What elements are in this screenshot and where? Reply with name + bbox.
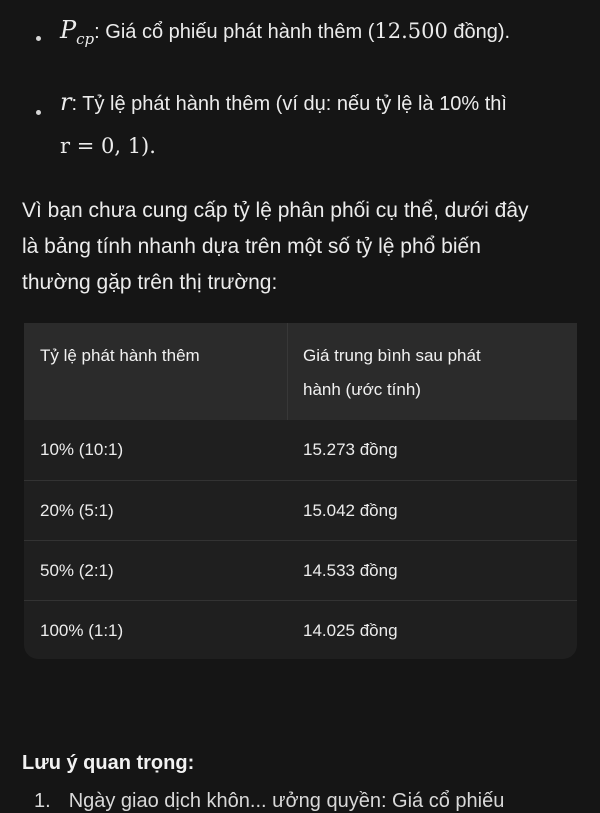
bullet-description-end: đồng). [447, 21, 511, 43]
table-row [24, 540, 577, 601]
table-header-row [24, 323, 577, 420]
bullet-description: : Tỷ lệ phát hành thêm (ví dụ: nếu tỷ lệ là 10% thì [71, 93, 507, 115]
paragraph-line: thường gặp trên thị trường: [22, 271, 278, 294]
column-divider [287, 323, 288, 420]
paragraph-line: là bảng tính nhanh dựa trên một số tỷ lệ phổ biến [22, 235, 481, 258]
math-example: r = 0, 1). [60, 134, 156, 158]
table-header-rate: Tỷ lệ phát hành thêm [40, 346, 200, 365]
math-variable-r: r [60, 88, 72, 116]
cell-price: 14.533 đồng [303, 561, 398, 580]
cut-off-text: Ngày giao dịch khôn... ưởng quyền: Giá cổ phiếu [68, 790, 505, 812]
cut-off-list-item [34, 790, 504, 813]
cell-price: 14.025 đồng [303, 621, 398, 640]
note-heading: Lưu ý quan trọng: [22, 752, 195, 774]
cell-rate: 100% (1:1) [40, 621, 124, 640]
cell-rate: 50% (2:1) [40, 561, 114, 580]
cell-price: 15.042 đồng [303, 501, 398, 520]
list-number: 1. [34, 790, 51, 812]
cell-rate: 20% (5:1) [40, 501, 114, 520]
table-row [24, 420, 577, 480]
math-value: 12.500 [374, 19, 448, 43]
cell-price: 15.273 đồng [303, 440, 398, 459]
bullet-dot-icon [36, 36, 41, 41]
bullet-text-price [60, 12, 580, 51]
table-row [24, 480, 577, 541]
intro-paragraph [22, 193, 582, 301]
bullet-description: : Giá cổ phiếu phát hành thêm ( [94, 21, 375, 43]
paragraph-line: Vì bạn chưa cung cấp tỷ lệ phân phối cụ thể, dưới đây [22, 199, 529, 222]
math-variable-p: P [60, 16, 77, 44]
header-line: Giá trung bình sau phát [303, 346, 481, 365]
bullet-dot-icon [36, 110, 41, 115]
issuance-price-table [24, 323, 577, 659]
cell-rate: 10% (10:1) [40, 440, 124, 459]
table-row [24, 600, 577, 661]
bullet-text-rate [60, 84, 580, 164]
math-subscript-cp: cp [76, 30, 95, 48]
table-header-price [303, 339, 553, 407]
header-line: hành (ước tính) [303, 380, 421, 399]
